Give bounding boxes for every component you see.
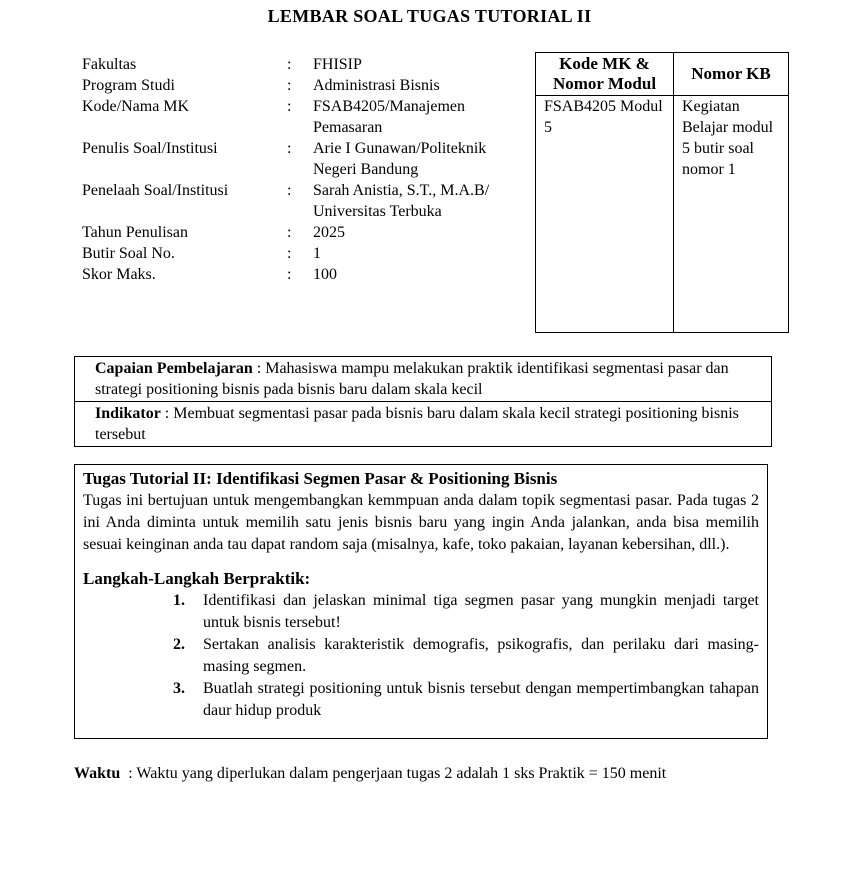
document-title: LEMBAR SOAL TUGAS TUTORIAL II	[267, 6, 592, 26]
info-separator: :	[287, 140, 292, 157]
info-value: 2025	[313, 224, 345, 241]
table-header-row	[536, 53, 789, 96]
info-value: Sarah Anistia, S.T., M.A.B/ Universitas Terbuka	[313, 182, 490, 220]
info-value: Administrasi Bisnis	[313, 77, 440, 94]
capaian-indikator-box	[74, 356, 772, 447]
info-separator: :	[287, 77, 292, 94]
info-row-tahun	[82, 222, 522, 243]
indikator-section	[75, 401, 771, 446]
info-separator: :	[287, 98, 292, 115]
waktu-text: : Waktu yang diperlukan dalam pengerjaan tugas 2 adalah 1 sks Praktik = 150 menit	[120, 765, 667, 782]
step-number: 3.	[173, 680, 185, 697]
info-value: FHISIP	[313, 56, 362, 73]
list-item	[173, 634, 759, 678]
info-value: Arie I Gunawan/Politeknik Negeri Bandung	[313, 140, 487, 178]
info-label: Tahun Penulisan	[82, 224, 188, 241]
info-row-butir-soal	[82, 243, 522, 264]
tugas-heading: Tugas Tutorial II: Identifikasi Segmen Pasar & Positioning Bisnis	[83, 469, 558, 488]
step-text: Identifikasi dan jelaskan minimal tiga segmen pasar yang mungkin menjadi target untuk bisnis tersebut!	[203, 592, 759, 631]
info-label: Penelaah Soal/Institusi	[82, 182, 229, 199]
cell-kode-mk: FSAB4205 Modul 5	[536, 96, 674, 333]
waktu-line	[74, 763, 666, 785]
info-label: Skor Maks.	[82, 266, 156, 283]
kode-mk-table	[535, 52, 789, 333]
step-number: 2.	[173, 636, 185, 653]
info-separator: :	[287, 182, 292, 199]
info-row-penelaah	[82, 180, 522, 222]
list-item	[173, 678, 759, 722]
list-item	[173, 590, 759, 634]
capaian-text: : Mahasiswa mampu melakukan praktik identifikasi segmentasi pasar dan strategi positioning bisnis pada bisnis baru dalam skala kecil	[95, 360, 729, 398]
info-value: 100	[313, 266, 337, 283]
info-row-kode-mk	[82, 96, 522, 138]
info-separator: :	[287, 245, 292, 262]
cell-nomor-kb: Kegiatan Belajar modul 5 butir soal nomor 1	[674, 96, 789, 333]
info-row-program-studi	[82, 75, 522, 96]
steps-heading: Langkah-Langkah Berpraktik:	[83, 569, 311, 588]
table-row	[536, 96, 789, 333]
info-separator: :	[287, 56, 292, 73]
indikator-text: : Membuat segmentasi pasar pada bisnis baru dalam skala kecil strategi positioning bisnis tersebut	[95, 405, 739, 443]
step-number: 1.	[173, 592, 185, 609]
header-kode-mk: Kode MK & Nomor Modul	[536, 53, 674, 96]
capaian-section	[75, 357, 771, 401]
tugas-paragraph: Tugas ini bertujuan untuk mengembangkan kemmpuan anda dalam topik segmentasi pasar. Pada tugas 2 ini Anda diminta untuk memilih satu jenis bisnis baru yang ingin Anda jalankan, anda bisa memilih sesuai keinginan anda tau dapat random saja (misalnya, kafe, toko pakaian, layanan kebersihan, dll.).	[83, 492, 759, 553]
info-value: FSAB4205/Manajemen Pemasaran	[313, 98, 465, 136]
waktu-label: Waktu	[74, 765, 121, 782]
tugas-box	[74, 464, 768, 739]
indikator-label: Indikator	[95, 405, 161, 422]
info-separator: :	[287, 224, 292, 241]
course-info	[82, 54, 522, 285]
step-text: Sertakan analisis karakteristik demografis, psikografis, dan perilaku dari masing-masing segmen.	[203, 636, 759, 675]
step-text: Buatlah strategi positioning untuk bisnis tersebut dengan mempertimbangkan tahapan daur hidup produk	[203, 680, 759, 719]
info-value: 1	[313, 245, 321, 262]
info-label: Kode/Nama MK	[82, 98, 190, 115]
info-label: Penulis Soal/Institusi	[82, 140, 218, 157]
header-nomor-kb: Nomor KB	[674, 53, 789, 96]
info-label: Fakultas	[82, 56, 137, 73]
info-row-penulis	[82, 138, 522, 180]
info-label: Program Studi	[82, 77, 175, 94]
info-separator: :	[287, 266, 292, 283]
info-row-fakultas	[82, 54, 522, 75]
info-label: Butir Soal No.	[82, 245, 175, 262]
steps-list	[83, 590, 759, 722]
info-row-skor	[82, 264, 522, 285]
capaian-label: Capaian Pembelajaran	[95, 360, 253, 377]
